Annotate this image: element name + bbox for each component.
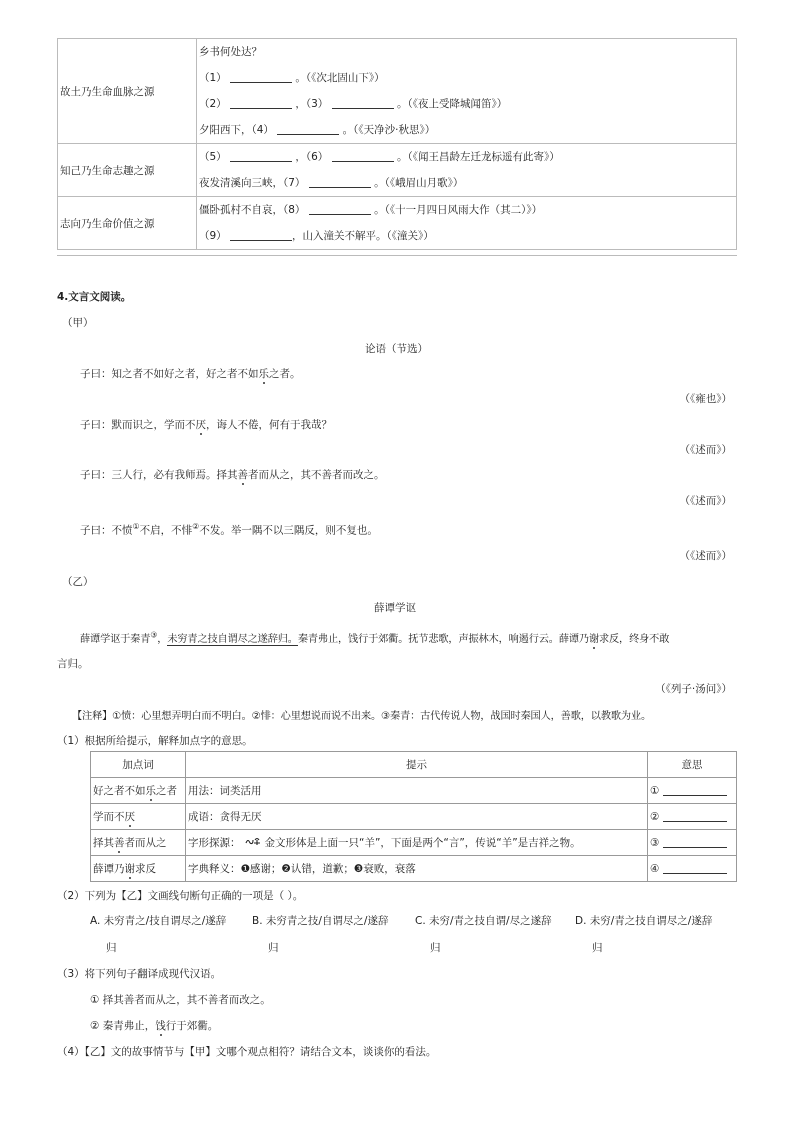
section-label-jia: （甲） <box>62 317 94 329</box>
answer-blank-7[interactable] <box>309 176 371 188</box>
answer-cell[interactable]: ④ <box>648 856 737 882</box>
line: 僵卧孤村不自哀，（8） 。（《十一月四日风雨大作（其二）》） <box>199 204 543 216</box>
word-cell: 薛谭乃谢求反 <box>91 856 186 882</box>
answer-blank[interactable] <box>663 784 727 796</box>
answer-blank-1[interactable] <box>230 71 292 83</box>
theme-cell: 知己乃生命志趣之源 <box>58 144 197 197</box>
table-row <box>58 144 737 197</box>
answer-blank-8[interactable] <box>309 203 371 215</box>
line: 乡书何处达？ <box>199 46 262 58</box>
word-cell: 择其善者而从之 <box>91 830 186 856</box>
source-citation: （《述而》） <box>679 550 732 562</box>
answer-blank-3[interactable] <box>332 97 394 109</box>
option-c-cont: 归 <box>430 942 441 954</box>
line: 夜发清溪向三峡，（7） 。（《峨眉山月歌》） <box>199 177 464 189</box>
table-row <box>91 804 737 830</box>
header-cell: 加点词 <box>91 752 186 778</box>
source-citation: （《述而》） <box>679 444 732 456</box>
sub-question-1: （1）根据所给提示，解释加点字的意思。 <box>57 735 253 747</box>
source-citation: （《述而》） <box>679 495 732 507</box>
hint-cell: 用法：词类活用 <box>186 778 648 804</box>
table-row <box>58 39 737 144</box>
header-cell: 提示 <box>186 752 648 778</box>
answer-blank-6[interactable] <box>332 150 394 162</box>
sub-question-4: （4）【乙】文的故事情节与【甲】文哪个观点相符？请结合文本，谈谈你的看法。 <box>57 1046 437 1058</box>
option-a[interactable]: A. 未穷青之/技自谓尽之/遂辞 <box>90 915 227 927</box>
annotation-note: 【注释】①愤：心里想弄明白而不明白。②悱：心里想说而说不出来。③秦青：古代传说人物，战国时秦国人，善歌，以教歌为业。 <box>72 711 652 722</box>
content-cell <box>197 197 737 250</box>
mingju-table <box>57 38 737 250</box>
word-cell: 好之者不如乐之者 <box>91 778 186 804</box>
table-row <box>91 856 737 882</box>
option-b-cont: 归 <box>268 942 279 954</box>
section-label-yi: （乙） <box>62 576 94 588</box>
answer-blank[interactable] <box>663 810 727 822</box>
source-citation: （《列子·汤问》） <box>655 683 732 695</box>
passage-line: 子曰：知之者不如好之者，好之者不如乐之者。 <box>80 368 301 380</box>
vocab-table <box>90 751 737 882</box>
underlined-sentence: 未穷青之技自谓尽之遂辞归。 <box>167 634 298 645</box>
table-row <box>91 830 737 856</box>
answer-blank-2[interactable] <box>230 97 292 109</box>
passage-line: 子曰：默而识之，学而不厌，诲人不倦，何有于我哉？ <box>80 419 332 431</box>
content-cell <box>197 144 737 197</box>
passage-title-yi: 薛谭学讴 <box>374 602 416 614</box>
source-citation: （《雍也》） <box>679 393 732 405</box>
table-header <box>91 752 737 778</box>
answer-cell[interactable]: ② <box>648 804 737 830</box>
theme-cell: 志向乃生命价值之源 <box>58 197 197 250</box>
answer-blank[interactable] <box>663 862 727 874</box>
passage-title-jia: 论语（节选） <box>365 343 428 355</box>
passage-line: 子曰：三人行，必有我师焉。择其善者而从之，其不善者而改之。 <box>80 469 385 481</box>
table-row <box>91 778 737 804</box>
answer-cell[interactable]: ① <box>648 778 737 804</box>
line: （5） ，（6） 。（《闻王昌龄左迁龙标遥有此寄》） <box>199 151 560 163</box>
theme-cell: 故土乃生命血脉之源 <box>58 39 197 144</box>
passage-line: 言归。 <box>57 658 89 670</box>
line: （2） ，（3） 。（《夜上受降城闻笛》） <box>199 98 508 110</box>
answer-blank-4[interactable] <box>277 123 339 135</box>
answer-blank-5[interactable] <box>230 150 292 162</box>
answer-blank[interactable] <box>663 836 727 848</box>
answer-blank-9[interactable] <box>230 229 292 241</box>
hint-cell: 成语：贪得无厌 <box>186 804 648 830</box>
sub-question-3: （3）将下列句子翻译成现代汉语。 <box>57 968 222 980</box>
content-cell <box>197 39 737 144</box>
line: （9） ，山入潼关不解平。（《潼关》） <box>199 230 434 242</box>
option-a-cont: 归 <box>106 942 117 954</box>
option-d-cont: 归 <box>592 942 603 954</box>
translate-item-1: ① 择其善者而从之，其不善者而改之。 <box>90 994 271 1006</box>
ancient-glyph-icon <box>244 836 262 847</box>
hint-cell: 字典释义：❶感谢；❷认错，道歉；❸衰败，衰落 <box>186 856 648 882</box>
sub-question-2: （2）下列为【乙】文画线句断句正确的一项是（ ）。 <box>57 890 304 902</box>
table-row <box>58 197 737 250</box>
translate-item-2: ② 秦青弗止，饯行于郊衢。 <box>90 1020 219 1032</box>
question-heading: 4.文言文阅读。 <box>57 291 132 303</box>
passage-line: 薛谭学讴于秦青③，未穷青之技自谓尽之遂辞归。秦青弗止，饯行于郊衢。抚节悲歌，声振林木，响遏行云。薛谭乃谢求反，终身不敢 <box>80 630 670 645</box>
option-c[interactable]: C. 未穷/青之技自谓/尽之遂辞 <box>415 915 552 927</box>
hint-cell: 字形探源： 金文形体是上面一只“羊”，下面是两个“言”，传说“羊”是吉祥之物。 <box>186 830 648 856</box>
passage-line: 子曰：不愤①不启，不悱②不发。举一隅不以三隅反，则不复也。 <box>80 522 378 537</box>
header-cell: 意思 <box>648 752 737 778</box>
option-d[interactable]: D. 未穷/青之技自谓尽之/遂辞 <box>575 915 713 927</box>
word-cell: 学而不厌 <box>91 804 186 830</box>
option-b[interactable]: B. 未穷青之技/自谓尽之/遂辞 <box>252 915 389 927</box>
answer-cell[interactable]: ③ <box>648 830 737 856</box>
line: 夕阳西下，（4） 。（《天净沙·秋思》） <box>199 124 436 136</box>
divider <box>57 255 737 256</box>
line: （1） 。（《次北固山下》） <box>199 72 385 84</box>
